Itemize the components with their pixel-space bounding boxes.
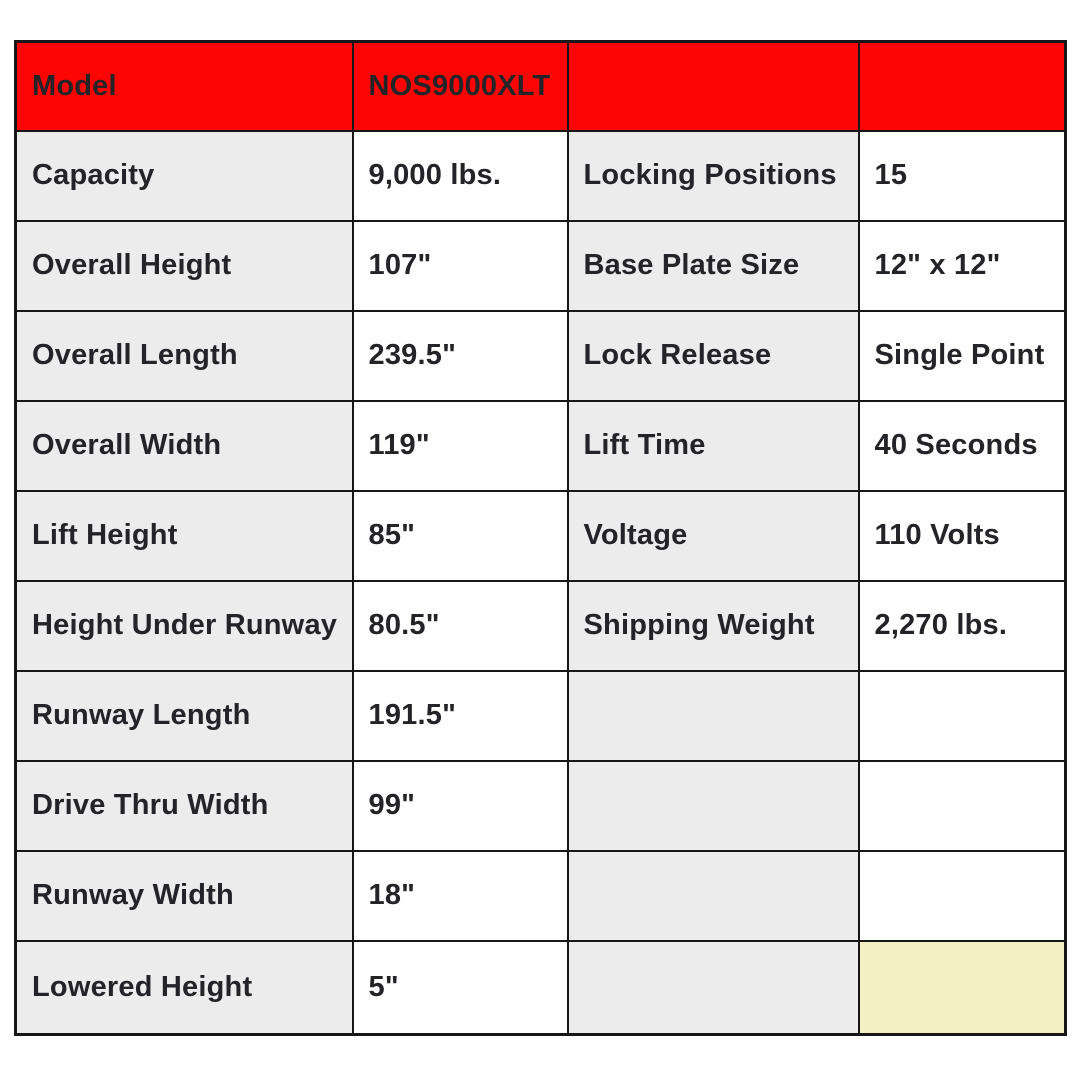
spec-label: Lowered Height — [16, 941, 353, 1035]
spec-label: Capacity — [16, 131, 353, 221]
spec-value: 85" — [353, 491, 568, 581]
spec-value: 119" — [353, 401, 568, 491]
spec-value: 239.5" — [353, 311, 568, 401]
spec-value: 110 Volts — [859, 491, 1066, 581]
spec-label: Runway Width — [16, 851, 353, 941]
spec-table — [14, 40, 1067, 1036]
spec-label: Overall Length — [16, 311, 353, 401]
spec-label: Height Under Runway — [16, 581, 353, 671]
spec-value-empty — [859, 671, 1066, 761]
spec-label-empty — [568, 761, 859, 851]
spec-label: Overall Width — [16, 401, 353, 491]
spec-label: Drive Thru Width — [16, 761, 353, 851]
spec-label: Base Plate Size — [568, 221, 859, 311]
spec-value: 191.5" — [353, 671, 568, 761]
table-row-lowered-height — [16, 941, 1066, 1035]
spec-value: 2,270 lbs. — [859, 581, 1066, 671]
spec-value-empty — [859, 851, 1066, 941]
spec-value: 12" x 12" — [859, 221, 1066, 311]
spec-value-empty — [859, 761, 1066, 851]
spec-value: 9,000 lbs. — [353, 131, 568, 221]
spec-value: 5" — [353, 941, 568, 1035]
table-row-drive-thru-width — [16, 761, 1066, 851]
spec-value: 80.5" — [353, 581, 568, 671]
spec-value: 107" — [353, 221, 568, 311]
table-row-overall-length — [16, 311, 1066, 401]
spec-label: Runway Length — [16, 671, 353, 761]
table-row-runway-length — [16, 671, 1066, 761]
spec-label: Shipping Weight — [568, 581, 859, 671]
header-model-value: NOS9000XLT — [353, 42, 568, 131]
table-header-row — [16, 42, 1066, 131]
header-empty-cell-1 — [568, 42, 859, 131]
spec-label-empty — [568, 671, 859, 761]
spec-label: Voltage — [568, 491, 859, 581]
header-model-label: Model — [16, 42, 353, 131]
header-empty-cell-2 — [859, 42, 1066, 131]
spec-value: 18" — [353, 851, 568, 941]
spec-label: Lift Height — [16, 491, 353, 581]
spec-label-empty — [568, 851, 859, 941]
spec-label: Lock Release — [568, 311, 859, 401]
spec-label-empty — [568, 941, 859, 1035]
spec-value: 40 Seconds — [859, 401, 1066, 491]
table-row-overall-height — [16, 221, 1066, 311]
spec-value: 15 — [859, 131, 1066, 221]
spec-value: 99" — [353, 761, 568, 851]
table-row-lift-height — [16, 491, 1066, 581]
table-row-overall-width — [16, 401, 1066, 491]
spec-value: Single Point — [859, 311, 1066, 401]
table-row-runway-width — [16, 851, 1066, 941]
table-row-height-under-runway — [16, 581, 1066, 671]
spec-label: Overall Height — [16, 221, 353, 311]
highlight-cell — [859, 941, 1066, 1035]
table-row-capacity — [16, 131, 1066, 221]
spec-label: Lift Time — [568, 401, 859, 491]
spec-label: Locking Positions — [568, 131, 859, 221]
